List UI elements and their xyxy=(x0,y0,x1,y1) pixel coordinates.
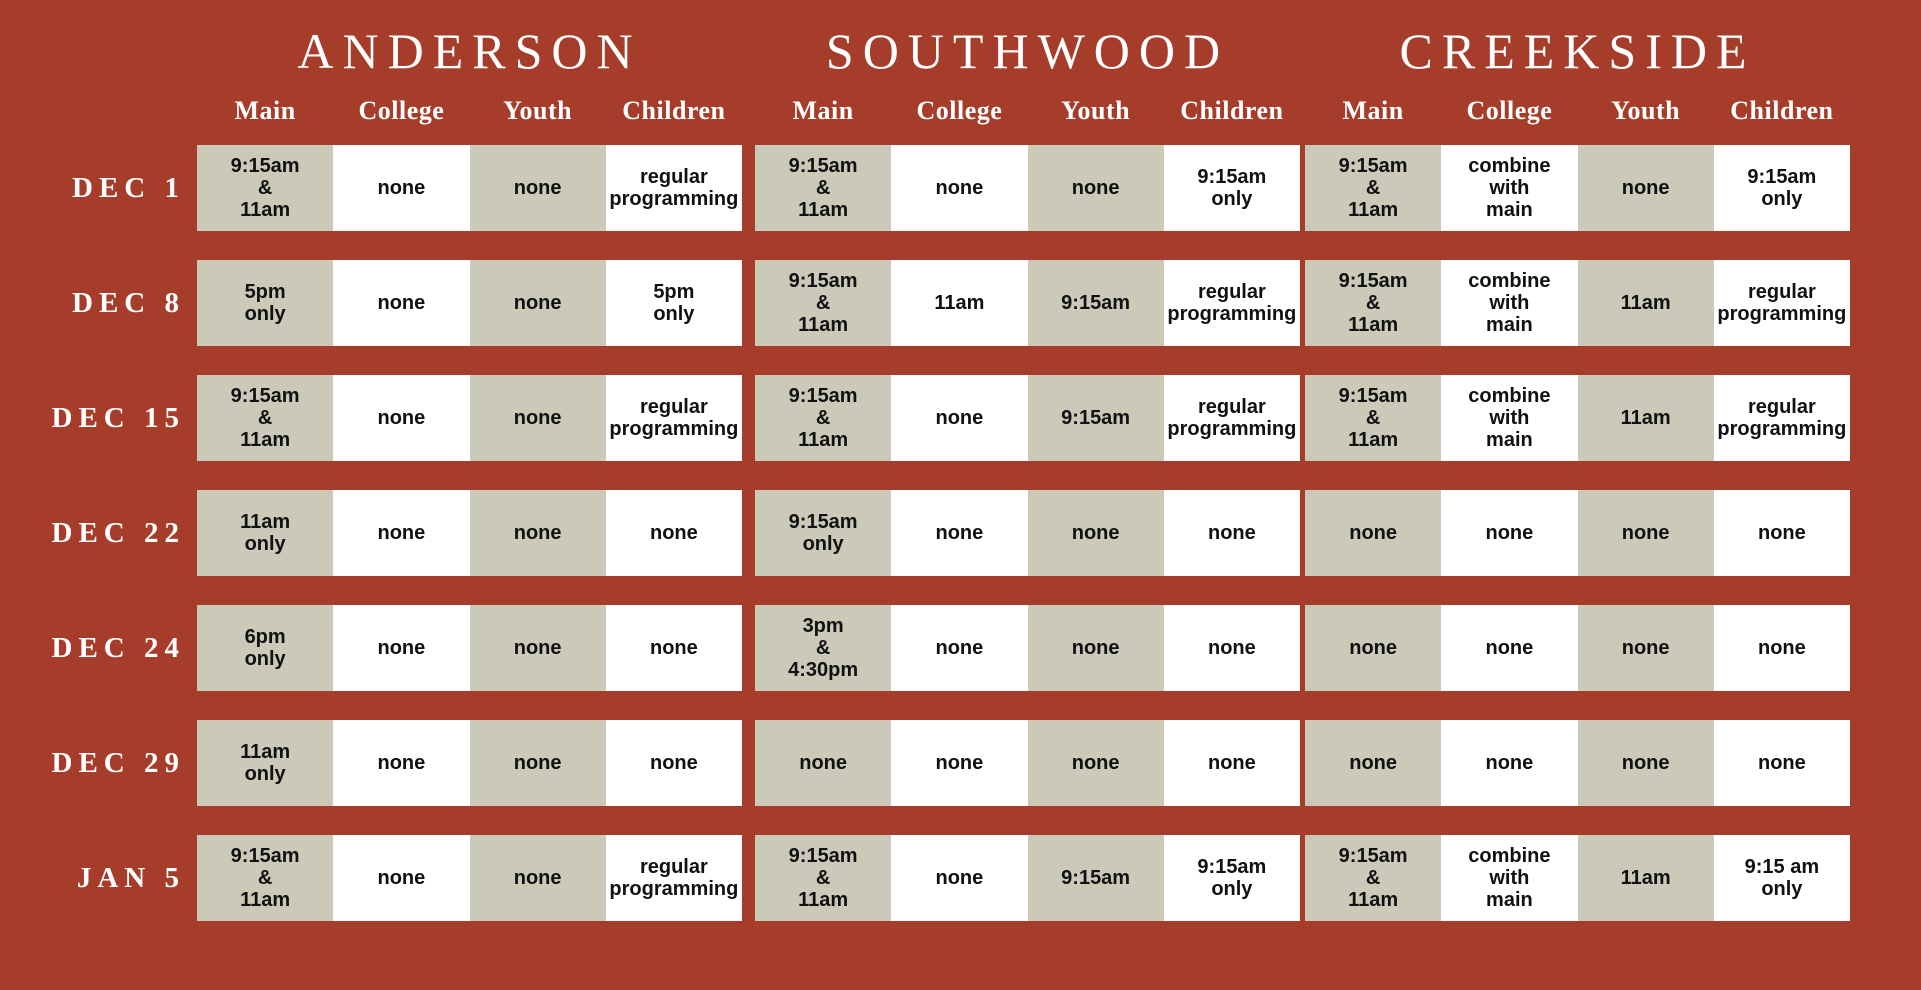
schedule-row-anderson xyxy=(197,720,742,806)
schedule-cell-college: none xyxy=(891,605,1027,691)
schedule-cell-children: regular programming xyxy=(606,145,742,231)
column-header-college: College xyxy=(916,96,1003,125)
schedule-cell-youth: none xyxy=(470,490,606,576)
schedule-row-creekside xyxy=(1305,490,1850,576)
schedule-cell-children: 9:15am only xyxy=(1164,835,1300,921)
schedule-cell-youth: 11am xyxy=(1578,835,1714,921)
column-headers xyxy=(1305,96,1850,126)
campus-title-creekside: CREEKSIDE xyxy=(1399,23,1756,79)
schedule-cell-children: none xyxy=(1164,605,1300,691)
column-header-main: Main xyxy=(1342,96,1404,125)
schedule-cell-children: none xyxy=(1714,720,1850,806)
schedule-cell-college: combine with main xyxy=(1441,835,1577,921)
column-headers xyxy=(755,96,1300,126)
schedule-cell-youth: none xyxy=(1578,490,1714,576)
column-header-youth: Youth xyxy=(1611,96,1681,125)
column-headers xyxy=(197,96,742,126)
schedule-cell-children: regular programming xyxy=(1714,375,1850,461)
schedule-cell-children: none xyxy=(606,490,742,576)
schedule-cell-children: regular programming xyxy=(606,375,742,461)
schedule-cell-youth: 9:15am xyxy=(1028,375,1164,461)
schedule-cell-main: none xyxy=(1305,605,1441,691)
schedule-cell-main: 9:15am & 11am xyxy=(755,145,891,231)
schedule-cell-children: 9:15am only xyxy=(1714,145,1850,231)
schedule-cell-college: none xyxy=(333,490,469,576)
schedule-cell-main: 11am only xyxy=(197,720,333,806)
schedule-cell-college: combine with main xyxy=(1441,375,1577,461)
schedule-cell-youth: none xyxy=(1028,490,1164,576)
schedule-cell-children: regular programming xyxy=(1164,375,1300,461)
column-header-college: College xyxy=(1466,96,1553,125)
schedule-row-creekside xyxy=(1305,375,1850,461)
schedule-cell-college: none xyxy=(1441,490,1577,576)
schedule-row-creekside xyxy=(1305,605,1850,691)
schedule-cell-college: 11am xyxy=(891,260,1027,346)
schedule-row-anderson xyxy=(197,835,742,921)
date-label: DEC 8 xyxy=(72,287,185,319)
schedule-cell-main: 9:15am & 11am xyxy=(755,835,891,921)
schedule-cell-main: 9:15am & 11am xyxy=(197,145,333,231)
schedule-cell-main: 9:15am & 11am xyxy=(755,375,891,461)
column-header-youth: Youth xyxy=(1061,96,1131,125)
schedule-row-anderson xyxy=(197,375,742,461)
schedule-cell-college: none xyxy=(333,260,469,346)
schedule-cell-college: none xyxy=(891,145,1027,231)
schedule-cell-youth: none xyxy=(470,605,606,691)
schedule-cell-children: none xyxy=(606,720,742,806)
column-header-main: Main xyxy=(792,96,854,125)
schedule-row-creekside xyxy=(1305,260,1850,346)
schedule-cell-college: none xyxy=(333,145,469,231)
date-label: DEC 22 xyxy=(51,517,185,549)
date-label: DEC 29 xyxy=(51,747,185,779)
schedule-cell-main: none xyxy=(755,720,891,806)
schedule-cell-youth: 11am xyxy=(1578,375,1714,461)
column-header-children: Children xyxy=(622,96,726,125)
schedule-cell-main: 9:15am & 11am xyxy=(1305,260,1441,346)
schedule-cell-main: 6pm only xyxy=(197,605,333,691)
schedule-cell-college: none xyxy=(891,375,1027,461)
schedule-cell-children: none xyxy=(1164,720,1300,806)
schedule-row-southwood xyxy=(755,605,1300,691)
schedule-row-southwood xyxy=(755,490,1300,576)
schedule-row-anderson xyxy=(197,605,742,691)
schedule-row-creekside xyxy=(1305,720,1850,806)
schedule-cell-college: none xyxy=(333,835,469,921)
schedule-cell-youth: none xyxy=(1028,605,1164,691)
schedule-cell-children: regular programming xyxy=(606,835,742,921)
schedule-cell-children: none xyxy=(1714,490,1850,576)
date-label: DEC 15 xyxy=(51,402,185,434)
schedule-row-southwood xyxy=(755,375,1300,461)
schedule-cell-college: none xyxy=(333,720,469,806)
schedule-cell-children: 5pm only xyxy=(606,260,742,346)
schedule-cell-main: 9:15am & 11am xyxy=(197,375,333,461)
campus-title-anderson: ANDERSON xyxy=(297,23,642,79)
date-label: DEC 1 xyxy=(72,172,185,204)
column-header-children: Children xyxy=(1730,96,1834,125)
schedule-cell-youth: none xyxy=(1578,145,1714,231)
schedule-cell-main: 5pm only xyxy=(197,260,333,346)
schedule-cell-youth: none xyxy=(1028,720,1164,806)
schedule-cell-main: 9:15am only xyxy=(755,490,891,576)
schedule-cell-children: 9:15am only xyxy=(1164,145,1300,231)
schedule-row-southwood xyxy=(755,720,1300,806)
schedule-cell-college: none xyxy=(891,835,1027,921)
schedule-row-southwood xyxy=(755,260,1300,346)
schedule-cell-children: none xyxy=(1714,605,1850,691)
schedule-cell-college: none xyxy=(1441,720,1577,806)
schedule-cell-college: none xyxy=(1441,605,1577,691)
schedule-row-anderson xyxy=(197,145,742,231)
schedule-cell-children: 9:15 am only xyxy=(1714,835,1850,921)
column-header-college: College xyxy=(358,96,445,125)
schedule-row-southwood xyxy=(755,145,1300,231)
schedule-cell-college: none xyxy=(891,490,1027,576)
schedule-cell-youth: none xyxy=(470,260,606,346)
schedule-cell-youth: none xyxy=(470,720,606,806)
schedule-cell-college: none xyxy=(333,375,469,461)
date-label: JAN 5 xyxy=(76,862,185,894)
schedule-row-southwood xyxy=(755,835,1300,921)
schedule-cell-college: none xyxy=(891,720,1027,806)
schedule-cell-youth: 9:15am xyxy=(1028,260,1164,346)
schedule-cell-main: none xyxy=(1305,720,1441,806)
schedule-cell-youth: none xyxy=(470,145,606,231)
schedule-row-anderson xyxy=(197,490,742,576)
schedule-cell-youth: 11am xyxy=(1578,260,1714,346)
schedule-cell-main: 9:15am & 11am xyxy=(1305,145,1441,231)
schedule-cell-main: 11am only xyxy=(197,490,333,576)
schedule-cell-children: none xyxy=(606,605,742,691)
schedule-cell-main: 3pm & 4:30pm xyxy=(755,605,891,691)
schedule-cell-college: none xyxy=(333,605,469,691)
schedule-cell-main: none xyxy=(1305,490,1441,576)
schedule-row-creekside xyxy=(1305,145,1850,231)
date-label: DEC 24 xyxy=(51,632,185,664)
schedule-cell-youth: none xyxy=(1028,145,1164,231)
schedule-row-anderson xyxy=(197,260,742,346)
schedule-cell-youth: none xyxy=(1578,605,1714,691)
schedule-cell-college: combine with main xyxy=(1441,145,1577,231)
schedule-cell-children: regular programming xyxy=(1714,260,1850,346)
column-header-main: Main xyxy=(234,96,296,125)
column-header-youth: Youth xyxy=(503,96,573,125)
schedule-cell-college: combine with main xyxy=(1441,260,1577,346)
schedule-cell-main: 9:15am & 11am xyxy=(1305,375,1441,461)
schedule-cell-youth: 9:15am xyxy=(1028,835,1164,921)
column-header-children: Children xyxy=(1180,96,1284,125)
schedule-cell-main: 9:15am & 11am xyxy=(197,835,333,921)
schedule-cell-youth: none xyxy=(470,375,606,461)
schedule-cell-youth: none xyxy=(470,835,606,921)
schedule-cell-main: 9:15am & 11am xyxy=(755,260,891,346)
schedule-cell-youth: none xyxy=(1578,720,1714,806)
campus-title-southwood: SOUTHWOOD xyxy=(825,23,1230,79)
schedule-cell-main: 9:15am & 11am xyxy=(1305,835,1441,921)
schedule-cell-children: regular programming xyxy=(1164,260,1300,346)
schedule-cell-children: none xyxy=(1164,490,1300,576)
schedule-row-creekside xyxy=(1305,835,1850,921)
